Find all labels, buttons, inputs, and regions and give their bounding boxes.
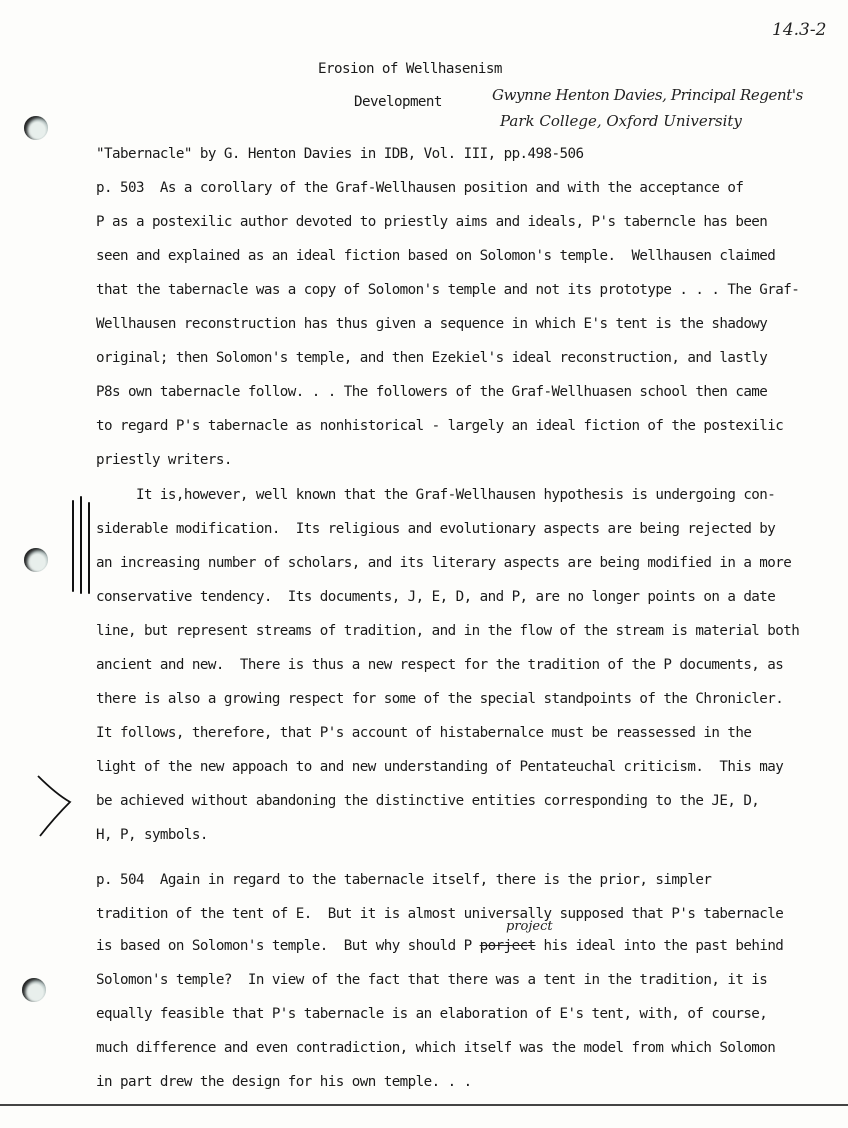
text-line: that the tabernacle was a copy of Solomon's temple and not its prototype . . . The Graf- bbox=[96, 282, 800, 298]
margin-bar-mark bbox=[80, 496, 82, 594]
citation: "Tabernacle" by G. Henton Davies in IDB, Vol. III, pp.498-506 bbox=[96, 146, 584, 162]
text-segment: is based on Solomon's temple. But why should P bbox=[96, 938, 480, 954]
margin-bar-mark bbox=[88, 502, 90, 594]
text-line: priestly writers. bbox=[96, 452, 232, 468]
text-line: P as a postexilic author devoted to priestly aims and ideals, P's taberncle has been bbox=[96, 214, 768, 230]
punch-hole bbox=[24, 116, 48, 140]
text-line: ancient and new. There is thus a new respect for the tradition of the P documents, as bbox=[96, 657, 784, 673]
text-line: line, but represent streams of tradition, and in the flow of the stream is material both bbox=[96, 623, 800, 639]
punch-hole bbox=[22, 978, 46, 1002]
text-line: tradition of the tent of E. But it is almost universally supposed that P's tabernacle bbox=[96, 906, 784, 922]
page-bottom-edge bbox=[0, 1104, 848, 1106]
margin-bar-mark bbox=[72, 500, 74, 592]
text-line: original; then Solomon's temple, and then Ezekiel's ideal reconstruction, and lastly bbox=[96, 350, 768, 366]
struck-word: porject bbox=[479, 938, 536, 954]
handwritten-insertion: project bbox=[506, 919, 553, 934]
text-line: seen and explained as an ideal fiction based on Solomon's temple. Wellhausen claimed bbox=[96, 248, 776, 264]
margin-chevron-mark bbox=[34, 772, 76, 840]
document-title: Erosion of Wellhasenism bbox=[318, 61, 502, 77]
text-line: light of the new appoach to and new understanding of Pentateuchal criticism. This may bbox=[96, 759, 784, 775]
text-line: in part drew the design for his own temple. . . bbox=[96, 1074, 472, 1090]
punch-hole bbox=[24, 548, 48, 572]
text-line: p. 503 As a corollary of the Graf-Wellhausen position and with the acceptance of bbox=[96, 180, 744, 196]
text-line: p. 504 Again in regard to the tabernacle itself, there is the prior, simpler bbox=[96, 872, 712, 888]
text-line: much difference and even contradiction, which itself was the model from which Solomon bbox=[96, 1040, 776, 1056]
page-reference-handwritten: 14.3-2 bbox=[772, 20, 827, 40]
text-line: Wellhausen reconstruction has thus given a sequence in which E's tent is the shadowy bbox=[96, 316, 768, 332]
text-line: equally feasible that P's tabernacle is an elaboration of E's tent, with, of course, bbox=[96, 1006, 768, 1022]
text-line: P8s own tabernacle follow. . . The followers of the Graf-Wellhuasen school then came bbox=[96, 384, 768, 400]
text-line: Solomon's temple? In view of the fact that there was a tent in the tradition, it is bbox=[96, 972, 768, 988]
text-line: to regard P's tabernacle as nonhistorical - largely an ideal fiction of the postexilic bbox=[96, 418, 784, 434]
document-subtitle: Development bbox=[354, 94, 442, 110]
text-line: H, P, symbols. bbox=[96, 827, 208, 843]
text-line: there is also a growing respect for some of the special standpoints of the Chronicler. bbox=[96, 691, 784, 707]
text-line: It is,however, well known that the Graf-Wellhausen hypothesis is undergoing con- bbox=[96, 487, 776, 503]
text-line-with-correction bbox=[96, 937, 783, 955]
text-line: conservative tendency. Its documents, J, E, D, and P, are no longer points on a date bbox=[96, 589, 776, 605]
text-line: It follows, therefore, that P's account of histabernalce must be reassessed in the bbox=[96, 725, 752, 741]
handwritten-note-line-2: Park College, Oxford University bbox=[500, 112, 742, 130]
handwritten-note-line-1: Gwynne Henton Davies, Principal Regent's bbox=[492, 86, 803, 104]
text-line: be achieved without abandoning the distinctive entities corresponding to the JE, D, bbox=[96, 793, 760, 809]
text-segment: his ideal into the past behind bbox=[535, 938, 784, 954]
text-line: an increasing number of scholars, and its literary aspects are being modified in a more bbox=[96, 555, 792, 571]
text-line: siderable modification. Its religious and evolutionary aspects are being rejected by bbox=[96, 521, 776, 537]
